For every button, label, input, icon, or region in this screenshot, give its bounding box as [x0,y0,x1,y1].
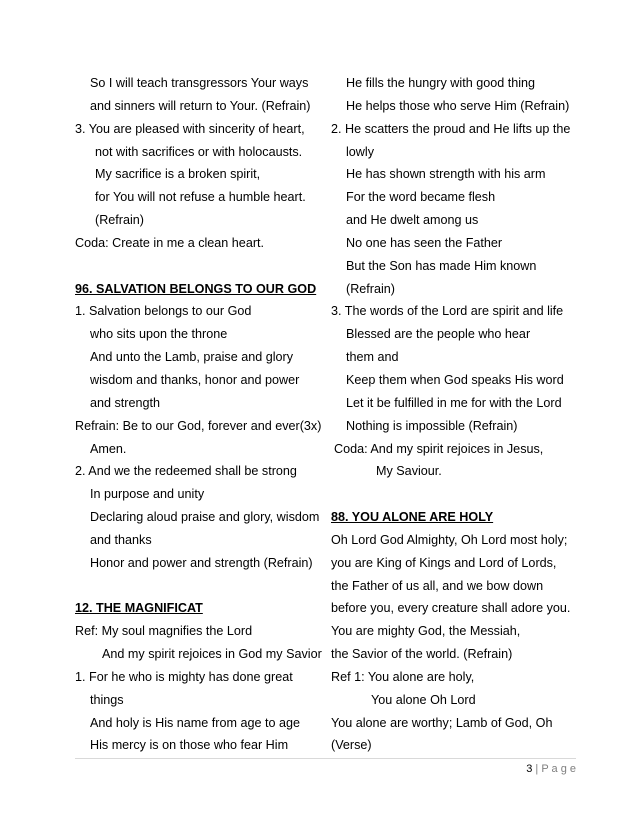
lyric-line: 1. Salvation belongs to our God [75,304,252,319]
song-title: 96. SALVATION BELONGS TO OUR GOD [75,281,317,296]
lyric-line: In purpose and unity [90,487,205,502]
lyric-line: And my spirit rejoices in God my Savior [102,647,322,662]
blank-line [75,575,327,598]
lyric-line: My sacrifice is a broken spirit, [95,167,261,182]
lyric-line: You alone Oh Lord [371,692,476,707]
footer-divider [75,758,576,759]
lyric-line: lowly [346,144,374,159]
lyric-line: Coda: Create in me a clean heart. [75,235,265,250]
lyric-line: and He dwelt among us [346,213,479,228]
lyric-line: And holy is His name from age to age [90,715,301,730]
lyric-line: Blessed are the people who hear [346,327,531,342]
lyric-line: 2. He scatters the proud and He lifts up the [331,121,571,136]
lyric-line: (Refrain) [95,213,144,228]
lyric-line: His mercy is on those who fear Him [90,738,289,753]
blank-line [331,483,601,506]
page-footer [526,763,576,775]
lyric-line: Ref: My soul magnifies the Lord [75,624,253,639]
lyric-line: the Savior of the world. (Refrain) [331,647,513,662]
page-label: P a g e [541,763,576,775]
blank-line [75,255,327,278]
lyric-line: But the Son has made Him known [346,258,537,273]
lyric-line: 3. You are pleased with sincerity of heart, [75,121,305,136]
lyric-line: you are King of Kings and Lord of Lords, [331,555,557,570]
lyric-line: Nothing is impossible (Refrain) [346,418,518,433]
lyric-line: (Verse) [331,738,372,753]
lyric-line: 1. For he who is mighty has done great [75,669,293,684]
lyric-line: 2. And we the redeemed shall be strong [75,464,297,479]
lyric-line: them and [346,350,399,365]
lyric-line: and sinners will return to Your. (Refrain) [90,98,311,113]
lyric-line: Oh Lord God Almighty, Oh Lord most holy; [331,532,568,547]
lyric-line: Keep them when God speaks His word [346,372,564,387]
lyric-line: for You will not refuse a humble heart. [95,190,306,205]
page-number: 3 [526,763,533,775]
left-column [75,72,327,757]
lyric-line: Honor and power and strength (Refrain) [90,555,313,570]
lyric-line: Let it be fulfilled in me for with the Lord [346,395,562,410]
lyric-line: He fills the hungry with good thing [346,76,536,90]
lyric-line: and strength [90,395,161,410]
lyric-line: He helps those who serve Him (Refrain) [346,98,570,113]
right-column [331,72,601,757]
lyric-line: Declaring aloud praise and glory, wisdom [90,510,320,525]
lyric-line: wisdom and thanks, honor and power [90,372,300,387]
lyric-line: No one has seen the Father [346,235,503,250]
lyric-line: And unto the Lamb, praise and glory [90,350,294,365]
lyric-line: and thanks [90,532,152,547]
song-title: 88. YOU ALONE ARE HOLY [331,510,494,525]
lyric-line: not with sacrifices or with holocausts. [95,144,303,159]
lyric-line: My Saviour. [376,464,442,479]
lyric-line: Amen. [90,441,127,456]
lyric-line: the Father of us all, and we bow down [331,578,544,593]
footer-separator: | [535,763,539,775]
lyric-line: Refrain: Be to our God, forever and ever(3x) [75,418,322,433]
lyric-line: before you, every creature shall adore you. [331,601,571,616]
lyric-line: He has shown strength with his arm [346,167,546,182]
lyric-line: things [90,692,124,707]
lyric-line: You alone are worthy; Lamb of God, Oh [331,715,553,730]
lyric-line: Coda: And my spirit rejoices in Jesus, [334,441,544,456]
lyric-line: Ref 1: You alone are holy, [331,669,475,684]
lyric-line: So I will teach transgressors Your ways [90,76,309,90]
lyric-line: who sits upon the throne [90,327,228,342]
lyric-line: You are mighty God, the Messiah, [331,624,521,639]
lyric-line: (Refrain) [346,281,395,296]
lyric-line: 3. The words of the Lord are spirit and life [331,304,564,319]
song-title: 12. THE MAGNIFICAT [75,601,203,616]
lyric-line: For the word became flesh [346,190,496,205]
